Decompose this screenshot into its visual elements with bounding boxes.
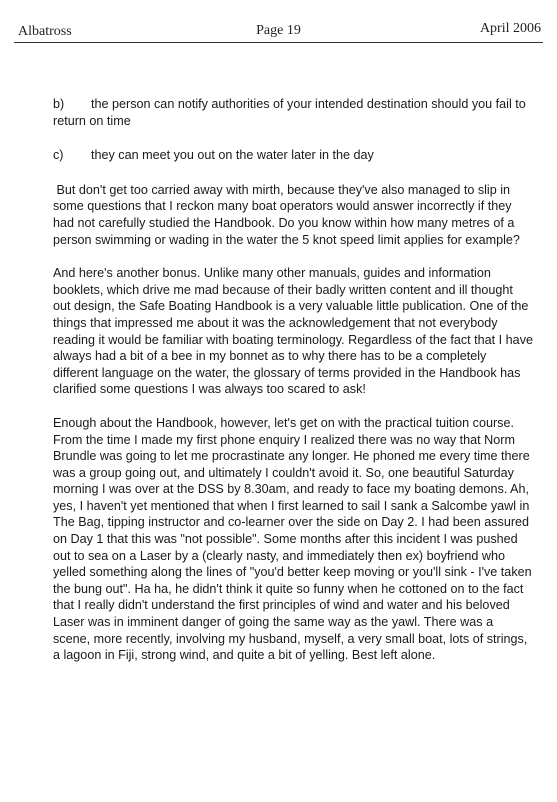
list-item [53,147,533,164]
paragraph: But don't get too carried away with mirth, because they've also managed to slip in some questions that I reckon many boat operators would answer incorrectly if they had not carefully studied the Handbook. Do you know within how many metres of a person swimming or wading in the water the 5 knot speed limit applies for example? [53,182,520,247]
list-item [53,96,533,129]
issue-date: April 2006 [479,21,541,36]
page-number: Page 19 [256,23,301,38]
paragraph: And here's another bonus. Unlike many other manuals, guides and information booklets, which drive me mad because of their badly written content and ill thought out design, the Safe Boating Handbook is a very valuable little publication. One of the things that impressed me about it was the acknowledgement that not everybody reading it would be familiar with boating terminology. Regardless of the fact that I have always had a bit of a bee in my bonnet as to why there has to be a completely different language on the water, the glossary of terms provided in the Handbook has clarified some questions I was always too scared to ask! [53,266,533,397]
publication-name: Albatross [18,24,72,39]
list-item-marker: b) [53,97,65,111]
list-item-text: the person can notify authorities of your intended destination should you fail to return on time [53,97,526,128]
paragraph: Enough about the Handbook, however, let's get on with the practical tuition course. From the time I made my first phone enquiry I realized there was no way that Norm Brundle was going to let me procrastinate any longer. He phoned me every time there was a group going out, and ultimately I couldn't avoid it. So, one beautiful Saturday morning I was over at the DSS by 8.30am, and ready to face my boating demons. Ah, yes, I haven't yet mentioned that when I first learned to sail I sank a Salcombe yawl in The Bag, tipping instructor and co-learner over the side on Day 2. I had been assured on Day 1 that this was "not possible". Some months after this incident I was pushed out to sea on a Laser by a (clearly nasty, and immediately then ex) boyfriend who yelled something along the lines of "you'd better keep moving or you'll sink - I've taken the bung out". Ha ha, he didn't think it quite so funny when he cottoned on to the fact that I really didn't understand the first principles of wind and water and his beloved Laser was in imminent danger of going the same way as the yawl. There was a scene, more recently, involving my husband, myself, a very small boat, lots of strings, a lagoon in Fiji, strong wind, and quite a bit of yelling. Best left alone. [53,415,532,663]
list-item-marker: c) [53,148,64,163]
page-header [14,20,543,43]
article-body [53,96,533,681]
list-item-text: they can meet you out on the water later in the day [91,148,374,163]
